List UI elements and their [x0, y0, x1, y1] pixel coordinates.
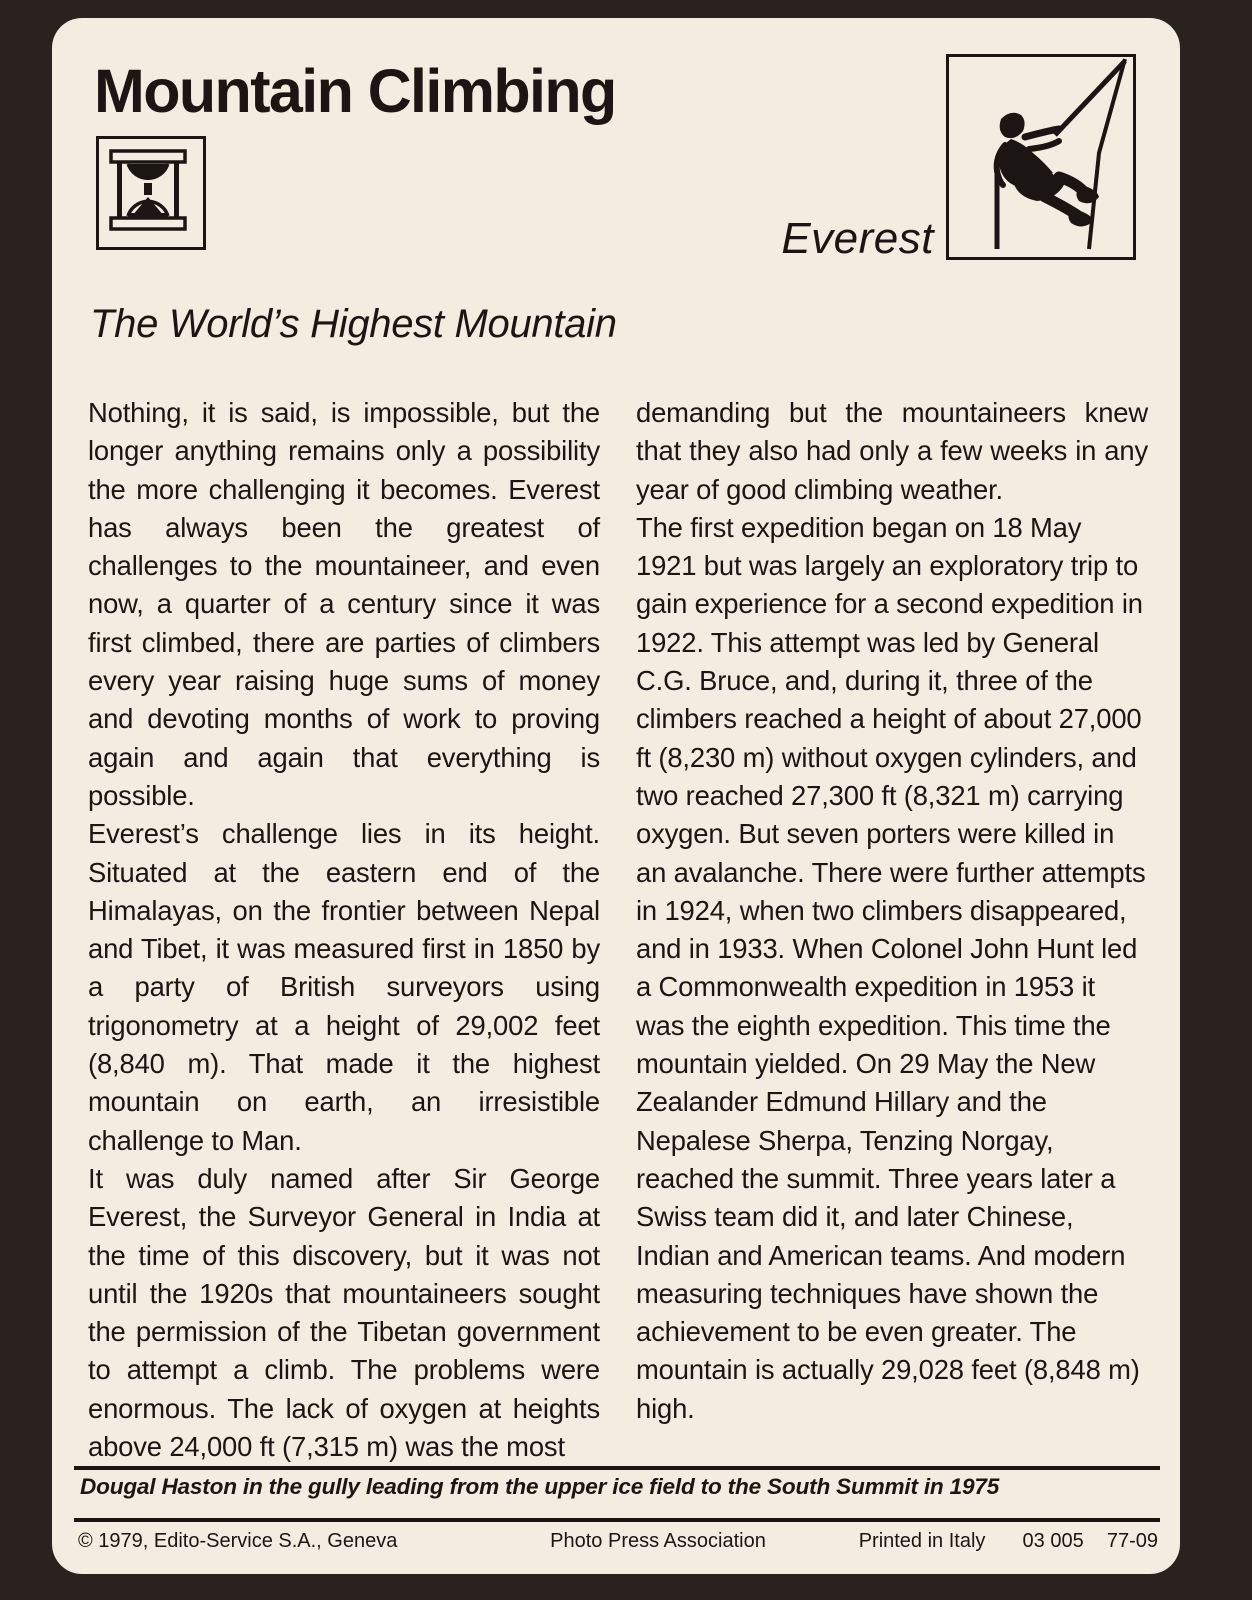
card-subtitle: The World’s Highest Mountain	[90, 302, 617, 346]
copyright-text: © 1979, Edito-Service S.A., Geneva	[78, 1530, 398, 1552]
credits-row	[78, 1530, 1158, 1553]
print-info	[808, 1530, 1158, 1553]
series-code: 77-09	[1106, 1530, 1158, 1552]
paragraph: It was duly named after Sir George Everest, the Surveyor General in India at the time of this discovery, but it was not until the 1920s that mountaineers sought the permission of the Tibetan government to attempt a climb. The problems were enormous. The lack of oxygen at heights above 24,000 ft (7,315 m) was the most	[88, 1162, 600, 1463]
topic-label: Everest	[781, 214, 934, 263]
printed-in-text: Printed in Italy	[858, 1530, 986, 1552]
card-code: 03 005	[1022, 1530, 1084, 1552]
card-header	[52, 18, 1180, 288]
paragraph: Everest’s challenge lies in its height. Situated at the eastern end of the Himalayas, on the frontier between Nepal and Tibet, it was measured first in 1850 by a party of British surveyors using trigonometry at a height of 29,002 feet (8,840 m). That made it the highest mountain on earth, an irresistible challenge to Man.	[88, 818, 600, 1156]
photo-credit-text: Photo Press Association	[550, 1530, 766, 1552]
divider-bottom	[74, 1518, 1160, 1522]
right-column	[636, 394, 1148, 1466]
hourglass-icon	[96, 136, 206, 250]
fact-card	[52, 18, 1180, 1574]
climber-illustration	[946, 54, 1136, 260]
paragraph: Nothing, it is said, is impossible, but the longer anything remains only a possibility the more challenging it becomes. Everest has always been the greatest of challenges to the mountaineer, and even now, a quarter of a century since it was first climbed, there are parties of climbers every year raising huge sums of money and devoting months of work to proving again and again that everything is possible.	[88, 397, 600, 811]
paragraph: demanding but the mountaineers knew that they also had only a few weeks in any year of good climbing weather.	[636, 397, 1148, 505]
paragraph: The first expedition began on 18 May 1921 but was largely an exploratory trip to gain experience for a second expedition in 1922. This attempt was led by General C.G. Bruce, and, during it, three of the climbers reached a height of about 27,000 ft (8,230 m) without oxygen cylinders, and two reached 27,300 ft (8,321 m) carrying oxygen. But seven porters were killed in an avalanche. There were further attempts in 1924, when two climbers disappeared, and in 1933. When Colonel John Hunt led a Commonwealth expedition in 1953 it was the eighth expedition. This time the mountain yielded. On 29 May the New Zealander Edmund Hillary and the Nepalese Sherpa, Tenzing Norgay, reached the summit. Three years later a Swiss team did it, and later Chinese, Indian and American teams. And modern measuring techniques have shown the achievement to be even greater. The mountain is actually 29,028 feet (8,848 m) high.	[636, 511, 1146, 1424]
photo-caption: Dougal Haston in the gully leading from the upper ice field to the South Summit in 1975	[80, 1474, 1000, 1499]
left-column	[88, 394, 600, 1466]
article-body	[88, 394, 1148, 1466]
page-title: Mountain Climbing	[94, 57, 616, 125]
divider-top	[74, 1466, 1160, 1470]
